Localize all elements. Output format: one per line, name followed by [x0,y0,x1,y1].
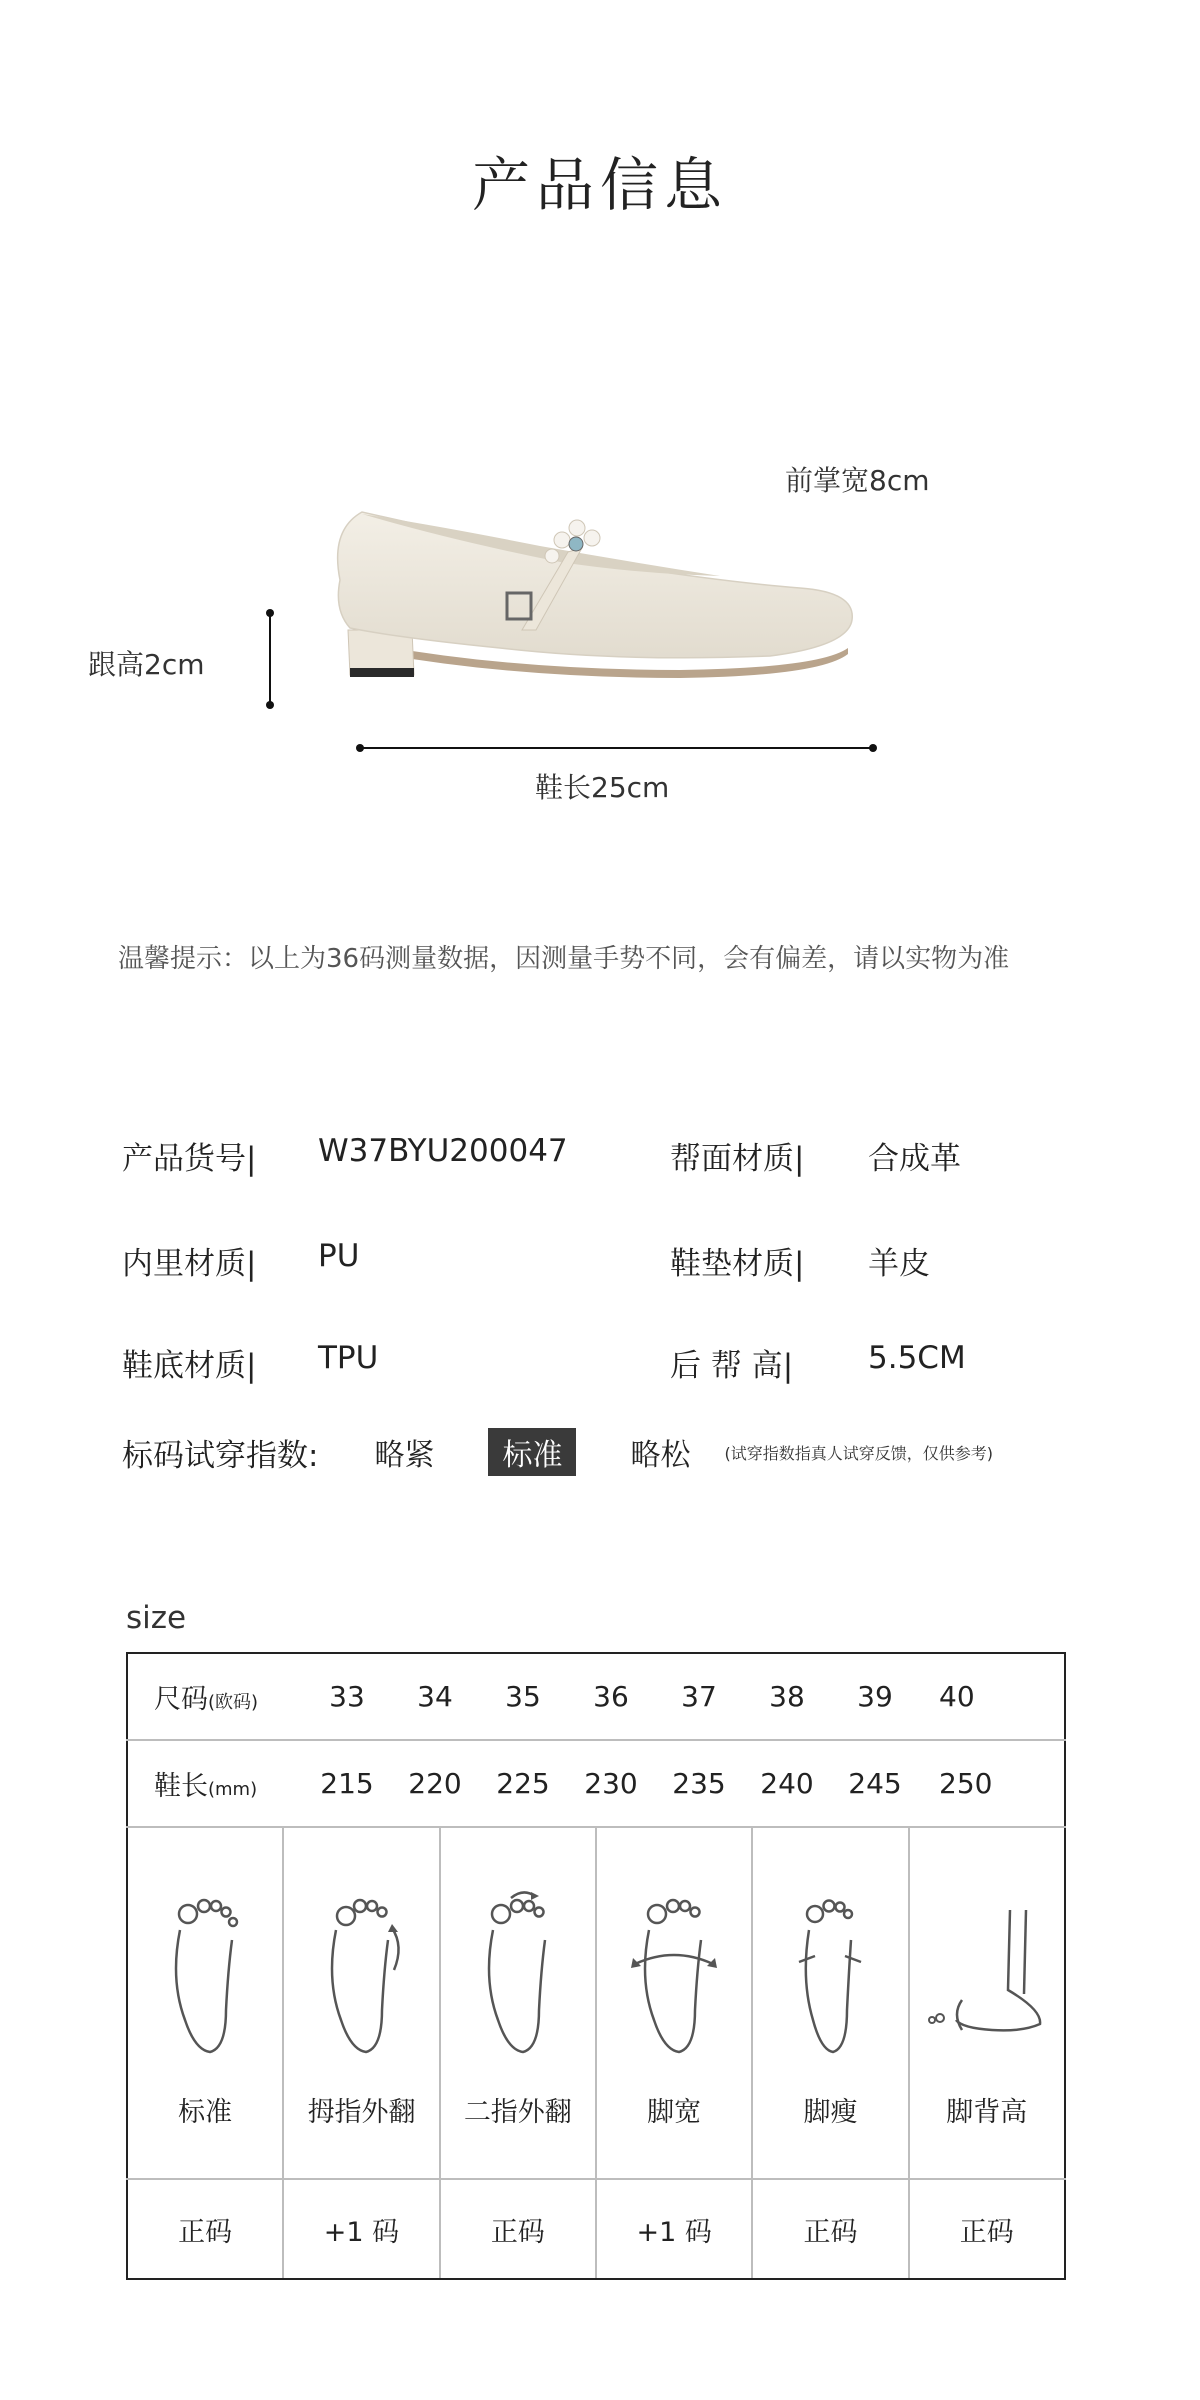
fit-index-label: 标码试穿指数: [122,1437,319,1474]
foot-type-name: 脚瘦 [803,2097,858,2128]
length-cell: 215 [303,1740,391,1827]
size-table-title: size [126,1600,187,1636]
spec-value-sole-material: TPU [318,1340,379,1376]
spec-label-heel-counter: 后 帮 高| [670,1348,794,1384]
foot-type-bunion [282,1828,438,2178]
size-cell: 39 [857,1680,893,1713]
foot-type-name: 脚宽 [647,2097,702,2128]
spec-value-upper-material: 合成革 [868,1141,961,1177]
spec-label-item-number: 产品货号| [122,1141,257,1177]
spec-label-upper-material: 帮面材质| [670,1141,805,1177]
spec-label-lining-material: 内里材质| [122,1246,257,1282]
size-table [126,1652,1066,2280]
fit-result-cell: +1 码 [282,2180,438,2278]
foot-type-wide [595,1828,751,2178]
foot-type-name: 二指外翻 [463,2097,572,2128]
length-cell: 240 [743,1740,831,1827]
spec-value-insole-material: 羊皮 [868,1246,930,1282]
length-header: 鞋长(mm) [127,1740,303,1827]
fit-option-loose: 略松 [630,1438,691,1473]
fit-result-cell: 正码 [178,2216,233,2248]
size-row [127,1653,1065,1740]
length-cell: 250 [919,1740,1065,1827]
size-header: 尺码(欧码) [154,1684,259,1715]
fit-index-row [122,1432,993,1472]
foot-type-name: 脚背高 [946,2097,1028,2128]
size-cell: 38 [769,1680,805,1713]
spec-label-insole-material: 鞋垫材质| [670,1246,805,1282]
foot-high-instep-icon [922,1890,1052,2060]
fit-option-standard: 标准 [488,1428,576,1476]
spec-value-item-number: W37BYU200047 [318,1133,568,1169]
spec-label-sole-material: 鞋底材质| [122,1348,257,1384]
length-cell: 245 [831,1740,919,1827]
foot-standard-icon [160,1890,250,2060]
size-cell: 40 [939,1680,975,1713]
size-cell: 34 [417,1680,453,1713]
size-cell: 36 [593,1680,629,1713]
foot-narrow-icon [785,1890,875,2060]
foot-type-name: 标准 [178,2097,233,2128]
spec-value-lining-material: PU [318,1238,360,1274]
fit-result-row [127,2179,1065,2279]
fit-option-tight: 略紧 [374,1438,435,1473]
foot-second-toe-icon [473,1890,563,2060]
forefoot-width-label: 前掌宽8cm [785,464,930,497]
spec-value-heel-counter: 5.5CM [868,1340,966,1376]
length-cell: 220 [391,1740,479,1827]
fit-result-cell: +1 码 [595,2180,751,2278]
foot-type-second-toe [439,1828,595,2178]
foot-type-name: 拇指外翻 [307,2097,416,2128]
length-cell: 235 [655,1740,743,1827]
foot-type-high-instep [908,1828,1064,2178]
measurement-note: 温馨提示：以上为36码测量数据，因测量手势不同，会有偏差，请以实物为准 [118,944,1010,974]
size-cell: 37 [681,1680,717,1713]
size-cell: 33 [329,1680,365,1713]
length-cell: 230 [567,1740,655,1827]
page-title: 产品信息 [471,151,728,219]
length-cell: 225 [479,1740,567,1827]
foot-type-row [127,1827,1065,2179]
length-row [127,1740,1065,1827]
foot-wide-icon [629,1890,719,2060]
foot-bunion-icon [316,1890,406,2060]
size-cell: 35 [505,1680,541,1713]
fit-result-cell: 正码 [751,2180,907,2278]
heel-height-label: 跟高2cm [88,648,205,681]
foot-type-standard [128,1828,282,2178]
fit-index-note: (试穿指数指真人试穿反馈，仅供参考) [724,1443,993,1463]
shoe-length-label: 鞋长25cm [535,771,670,804]
fit-result-cell: 正码 [439,2180,595,2278]
fit-result-cell: 正码 [908,2180,1064,2278]
foot-type-narrow [751,1828,907,2178]
